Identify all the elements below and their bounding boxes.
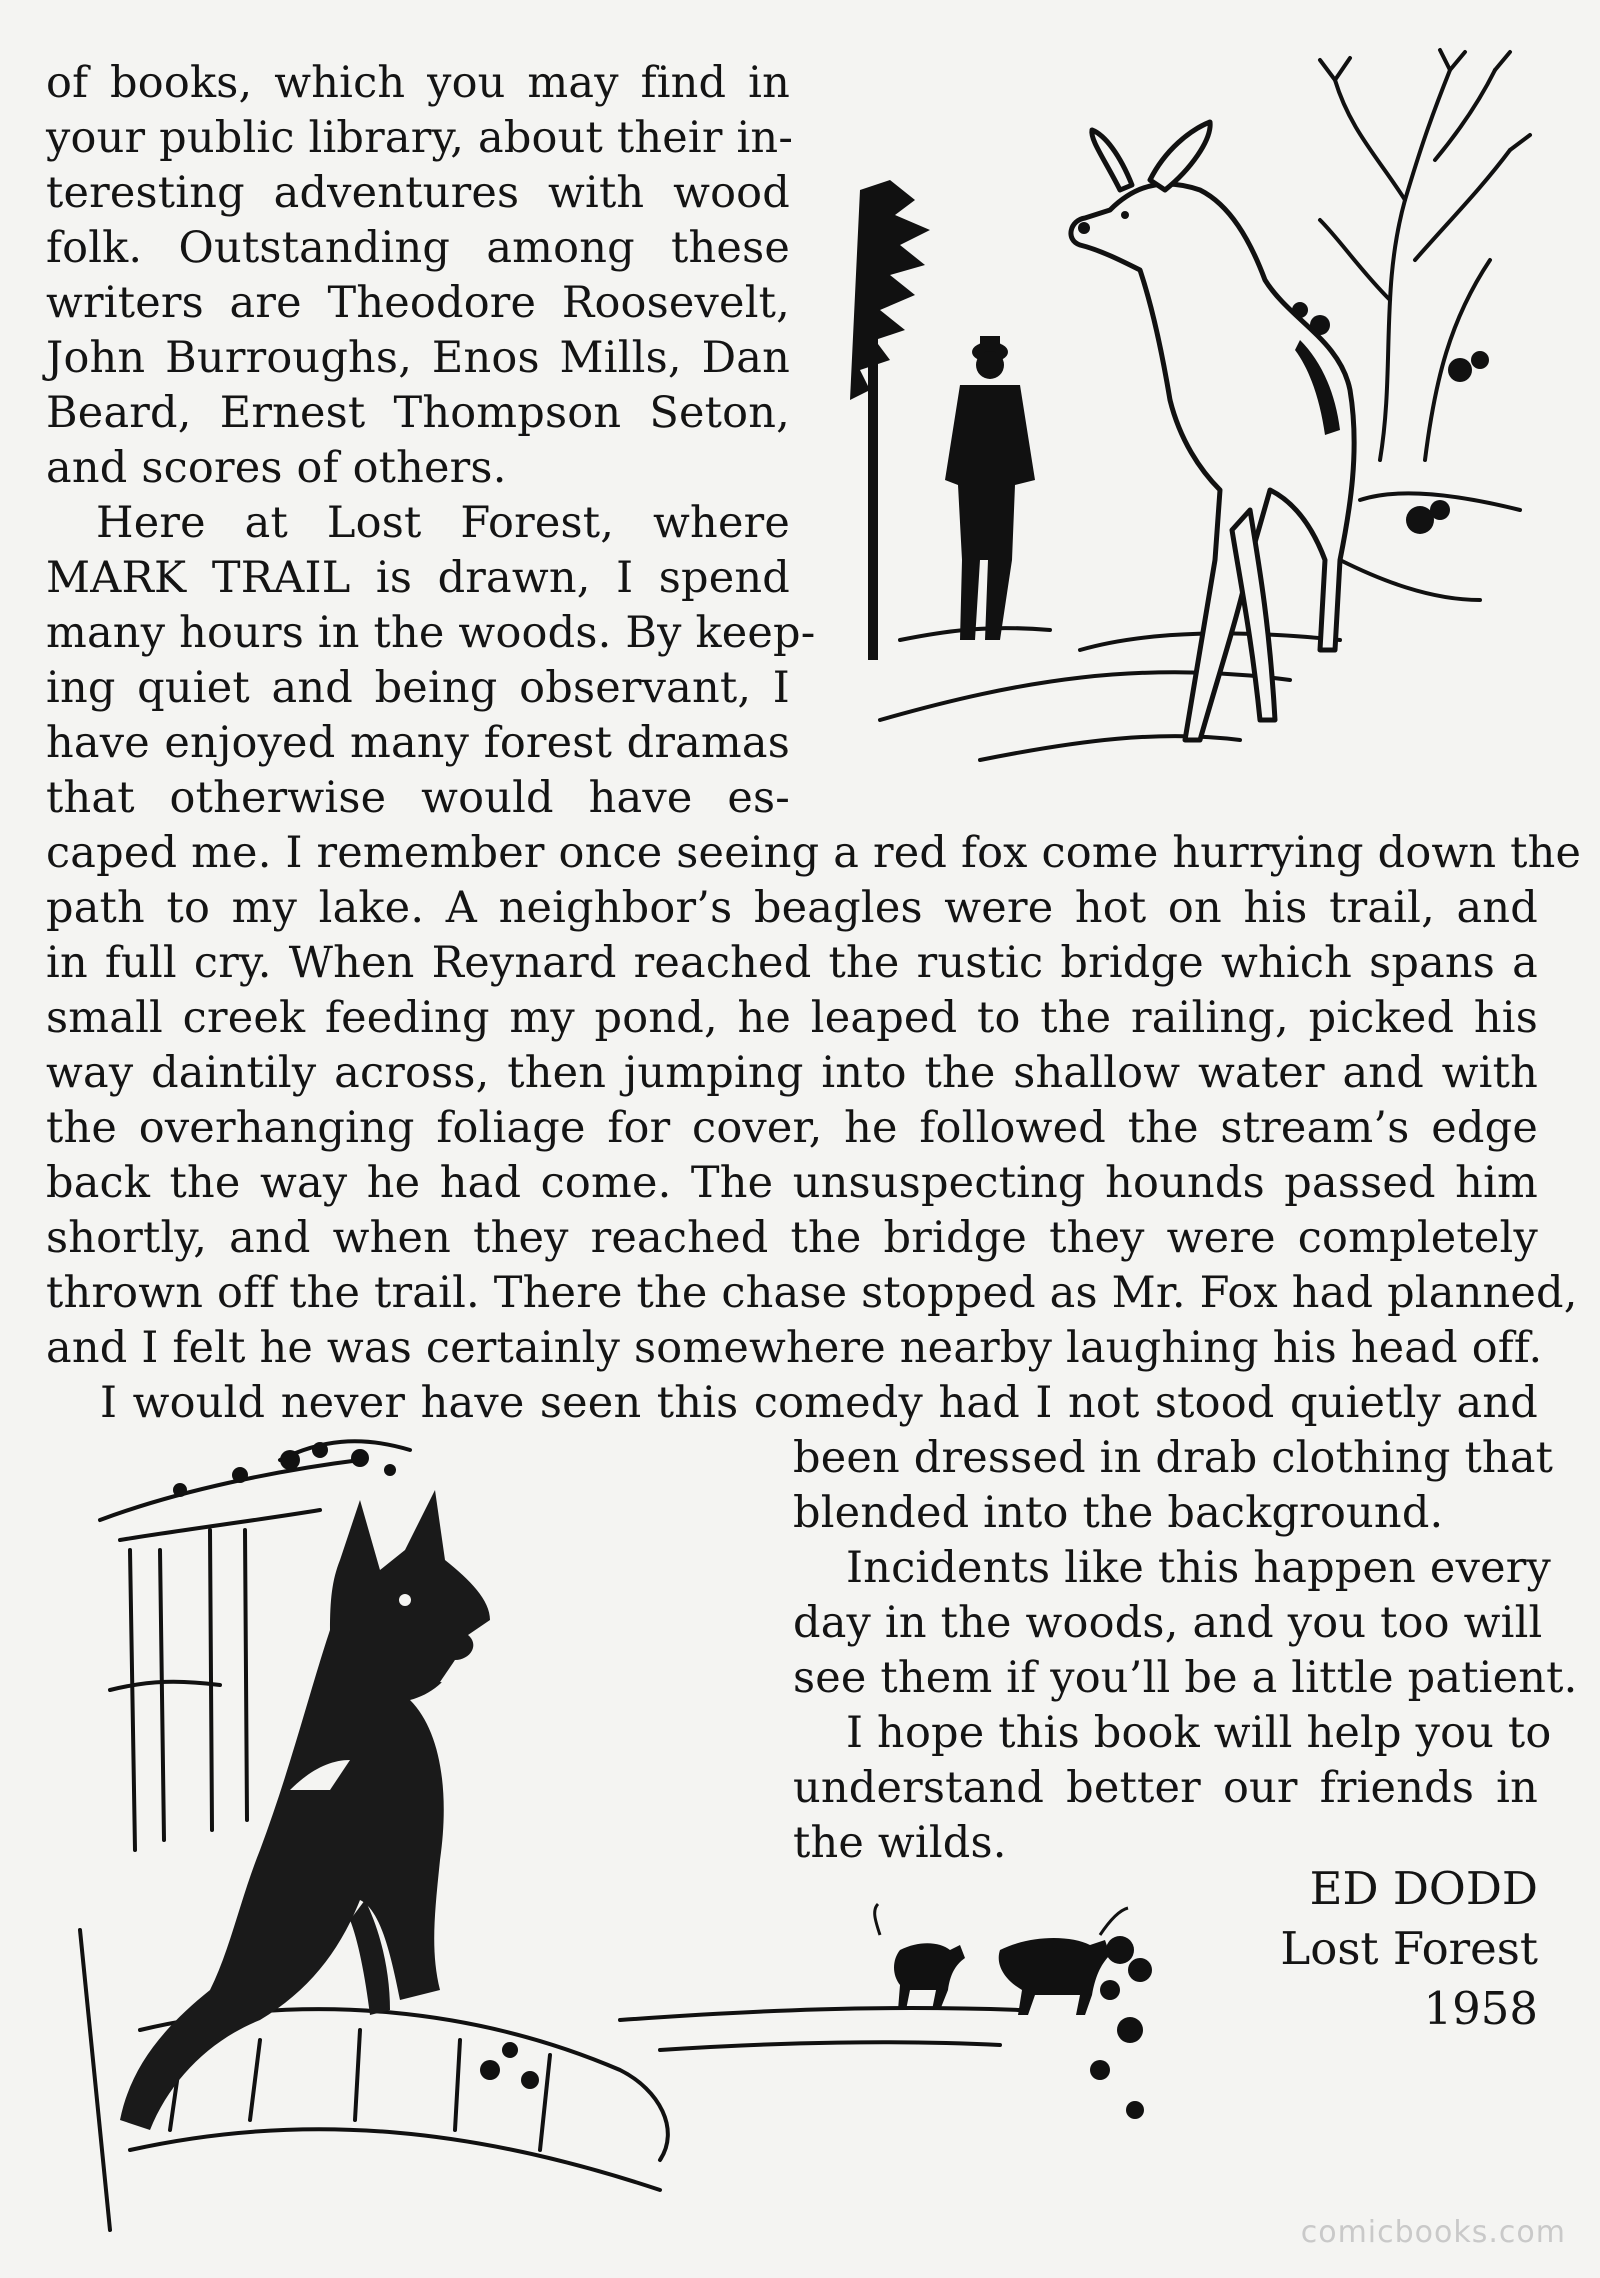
text-line: that otherwise would have es-: [46, 773, 790, 823]
signature-place: Lost Forest: [1280, 1922, 1538, 1975]
text-line: small creek feeding my pond, he leaped to the railing, picked his: [46, 993, 1538, 1043]
text-line: and I felt he was certainly somewhere nearby laughing his head off.: [46, 1323, 1543, 1373]
text-line: have enjoyed many forest dramas: [46, 718, 790, 768]
text-line: I hope this book will help you to: [846, 1708, 1552, 1758]
text-line: Here at Lost Forest, where: [96, 498, 790, 548]
watermark: comicbooks.com: [1300, 2215, 1566, 2250]
text-line: many hours in the woods. By keep-: [46, 608, 816, 658]
text-line: in full cry. When Reynard reached the rustic bridge which spans a: [46, 938, 1538, 988]
signature-name: ED DODD: [1309, 1862, 1538, 1915]
text-line: back the way he had come. The unsuspecting hounds passed him: [46, 1158, 1538, 1208]
text-line: see them if you’ll be a little patient.: [793, 1653, 1578, 1703]
text-line: the overhanging foliage for cover, he followed the stream’s edge: [46, 1103, 1538, 1153]
text-line: caped me. I remember once seeing a red fox come hurrying down the: [46, 828, 1582, 878]
text-line: and scores of others.: [46, 443, 507, 493]
text-line: the wilds.: [793, 1818, 1007, 1868]
text-line: been dressed in drab clothing that: [793, 1433, 1554, 1483]
text-line: Beard, Ernest Thompson Seton,: [46, 388, 790, 438]
text-line: I would never have seen this comedy had I not stood quietly and: [100, 1378, 1538, 1428]
text-line: ing quiet and being observant, I: [46, 663, 790, 713]
text-line: teresting adventures with wood: [46, 168, 790, 218]
deer-illustration: [820, 40, 1550, 800]
text-line: of books, which you may find in: [46, 58, 790, 108]
text-line: your public library, about their in-: [46, 113, 794, 163]
text-line: shortly, and when they reached the bridge they were completely: [46, 1213, 1538, 1263]
text-line: folk. Outstanding among these: [46, 223, 790, 273]
text-line: John Burroughs, Enos Mills, Dan: [46, 333, 790, 383]
text-line: understand better our friends in: [793, 1763, 1538, 1813]
text-line: blended into the background.: [793, 1488, 1444, 1538]
text-line: Incidents like this happen every: [846, 1543, 1551, 1593]
text-line: way daintily across, then jumping into the shallow water and with: [46, 1048, 1538, 1098]
text-line: MARK TRAIL is drawn, I spend: [46, 553, 790, 603]
text-line: day in the woods, and you too will: [793, 1598, 1543, 1648]
dog-illustration: [60, 1430, 1300, 2240]
signature-year: 1958: [1423, 1982, 1538, 2035]
text-line: writers are Theodore Roosevelt,: [46, 278, 790, 328]
text-line: thrown off the trail. There the chase stopped as Mr. Fox had planned,: [46, 1268, 1578, 1318]
text-line: path to my lake. A neighbor’s beagles were hot on his trail, and: [46, 883, 1538, 933]
